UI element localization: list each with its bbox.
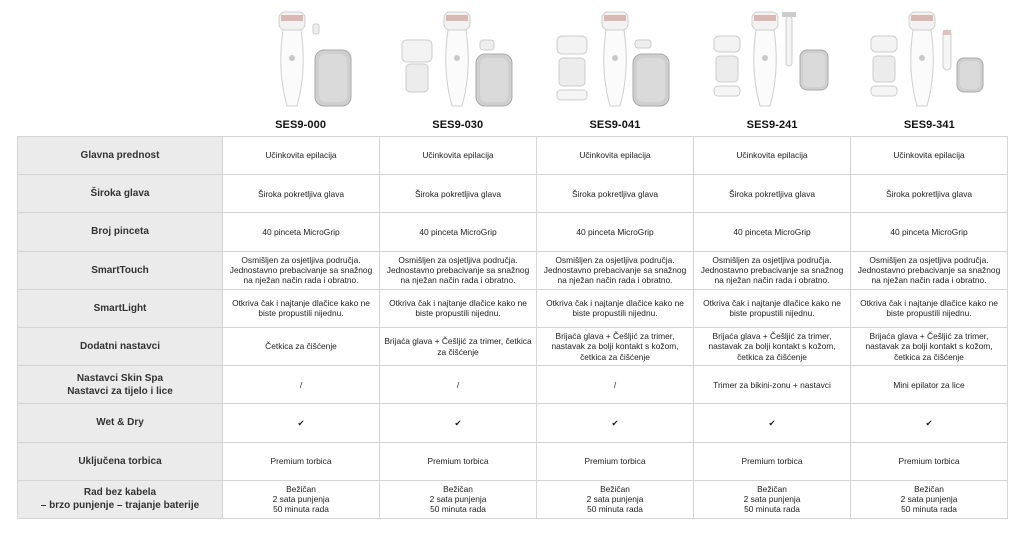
product-name: SES9-241: [746, 119, 798, 131]
table-cell: Mini epilator za lice: [851, 366, 1008, 404]
table-cell: Trimer za bikini-zonu + nastavci: [694, 366, 851, 404]
row-label: Dodatni nastavci: [18, 327, 223, 365]
product-column: [379, 0, 536, 134]
checkmark-icon: ✔: [223, 404, 380, 442]
table-cell: /: [537, 366, 694, 404]
table-row: [18, 137, 1008, 175]
product-column: [536, 0, 693, 134]
table-cell: /: [380, 366, 537, 404]
table-cell: 40 pinceta MicroGrip: [380, 213, 537, 251]
table-cell: 40 pinceta MicroGrip: [851, 213, 1008, 251]
row-label: Glavna prednost: [18, 137, 223, 175]
row-label: SmartLight: [18, 289, 223, 327]
table-cell: Otkriva čak i najtanje dlačice kako ne biste propustili nijednu.: [851, 289, 1008, 327]
table-cell: Otkriva čak i najtanje dlačice kako ne biste propustili nijednu.: [380, 289, 537, 327]
product-image: [222, 10, 379, 110]
table-cell: Učinkovita epilacija: [537, 137, 694, 175]
product-image: [536, 10, 693, 110]
table-cell: Brijaća glava + Češljić za trimer, nastavak za bolji kontakt s kožom, četkica za čišćenje: [537, 327, 694, 365]
table-cell: Brijaća glava + Češljić za trimer, četkica za čišćenje: [380, 327, 537, 365]
product-image: [851, 10, 1008, 110]
table-cell: Učinkovita epilacija: [380, 137, 537, 175]
product-header-row: [222, 0, 1008, 134]
product-column: [694, 0, 851, 134]
checkmark-icon: ✔: [851, 404, 1008, 442]
table-cell: Osmišljen za osjetljiva područja. Jednostavno prebacivanje sa snažnog na nježan način rada i obratno.: [537, 251, 694, 289]
table-cell: Bežičan 2 sata punjenja 50 minuta rada: [380, 480, 537, 518]
table-cell: Premium torbica: [380, 442, 537, 480]
table-row: [18, 327, 1008, 365]
row-label: Nastavci Skin Spa Nastavci za tijelo i lice: [18, 366, 223, 404]
row-label: Uključena torbica: [18, 442, 223, 480]
table-cell: Premium torbica: [694, 442, 851, 480]
table-cell: Brijaća glava + Češljić za trimer, nastavak za bolji kontakt s kožom, četkica za čišćenje: [851, 327, 1008, 365]
comparison-table: [17, 136, 1008, 519]
table-cell: Bežičan 2 sata punjenja 50 minuta rada: [223, 480, 380, 518]
row-label: Rad bez kabela – brzo punjenje – trajanje baterije: [18, 480, 223, 518]
table-cell: 40 pinceta MicroGrip: [694, 213, 851, 251]
table-cell: Učinkovita epilacija: [694, 137, 851, 175]
table-cell: Učinkovita epilacija: [851, 137, 1008, 175]
row-label: Wet & Dry: [18, 404, 223, 442]
table-row: [18, 480, 1008, 518]
table-cell: /: [223, 366, 380, 404]
table-row: [18, 175, 1008, 213]
product-name: SES9-341: [903, 119, 955, 131]
table-cell: 40 pinceta MicroGrip: [223, 213, 380, 251]
table-cell: Osmišljen za osjetljiva područja. Jednostavno prebacivanje sa snažnog na nježan način rada i obratno.: [223, 251, 380, 289]
table-row: [18, 213, 1008, 251]
table-row: [18, 366, 1008, 404]
row-label: SmartTouch: [18, 251, 223, 289]
row-label: Broj pinceta: [18, 213, 223, 251]
product-name: SES9-030: [432, 119, 484, 131]
table-row: [18, 404, 1008, 442]
table-cell: Široka pokretljiva glava: [537, 175, 694, 213]
table-cell: Brijaća glava + Češljić za trimer, nastavak za bolji kontakt s kožom, četkica za čišćenje: [694, 327, 851, 365]
table-cell: Bežičan 2 sata punjenja 50 minuta rada: [851, 480, 1008, 518]
table-row: [18, 442, 1008, 480]
table-row: [18, 251, 1008, 289]
table-row: [18, 289, 1008, 327]
table-cell: 40 pinceta MicroGrip: [537, 213, 694, 251]
table-cell: Otkriva čak i najtanje dlačice kako ne biste propustili nijednu.: [223, 289, 380, 327]
table-cell: Široka pokretljiva glava: [694, 175, 851, 213]
table-cell: Četkica za čišćenje: [223, 327, 380, 365]
product-image: [694, 10, 851, 110]
table-cell: Široka pokretljiva glava: [851, 175, 1008, 213]
product-column: [851, 0, 1008, 134]
table-cell: Premium torbica: [537, 442, 694, 480]
product-name: SES9-000: [275, 119, 327, 131]
table-cell: Učinkovita epilacija: [223, 137, 380, 175]
row-label: Široka glava: [18, 175, 223, 213]
table-cell: Široka pokretljiva glava: [223, 175, 380, 213]
checkmark-icon: ✔: [380, 404, 537, 442]
table-cell: Osmišljen za osjetljiva područja. Jednostavno prebacivanje sa snažnog na nježan način rada i obratno.: [380, 251, 537, 289]
product-name: SES9-041: [589, 119, 641, 131]
checkmark-icon: ✔: [694, 404, 851, 442]
table-cell: Osmišljen za osjetljiva područja. Jednostavno prebacivanje sa snažnog na nježan način rada i obratno.: [694, 251, 851, 289]
table-cell: Otkriva čak i najtanje dlačice kako ne biste propustili nijednu.: [537, 289, 694, 327]
table-cell: Osmišljen za osjetljiva područja. Jednostavno prebacivanje sa snažnog na nježan način rada i obratno.: [851, 251, 1008, 289]
checkmark-icon: ✔: [537, 404, 694, 442]
table-cell: Premium torbica: [851, 442, 1008, 480]
table-cell: Otkriva čak i najtanje dlačice kako ne biste propustili nijednu.: [694, 289, 851, 327]
table-cell: Premium torbica: [223, 442, 380, 480]
table-cell: Široka pokretljiva glava: [380, 175, 537, 213]
table-cell: Bežičan 2 sata punjenja 50 minuta rada: [537, 480, 694, 518]
product-column: [222, 0, 379, 134]
product-image: [379, 10, 536, 110]
table-cell: Bežičan 2 sata punjenja 50 minuta rada: [694, 480, 851, 518]
